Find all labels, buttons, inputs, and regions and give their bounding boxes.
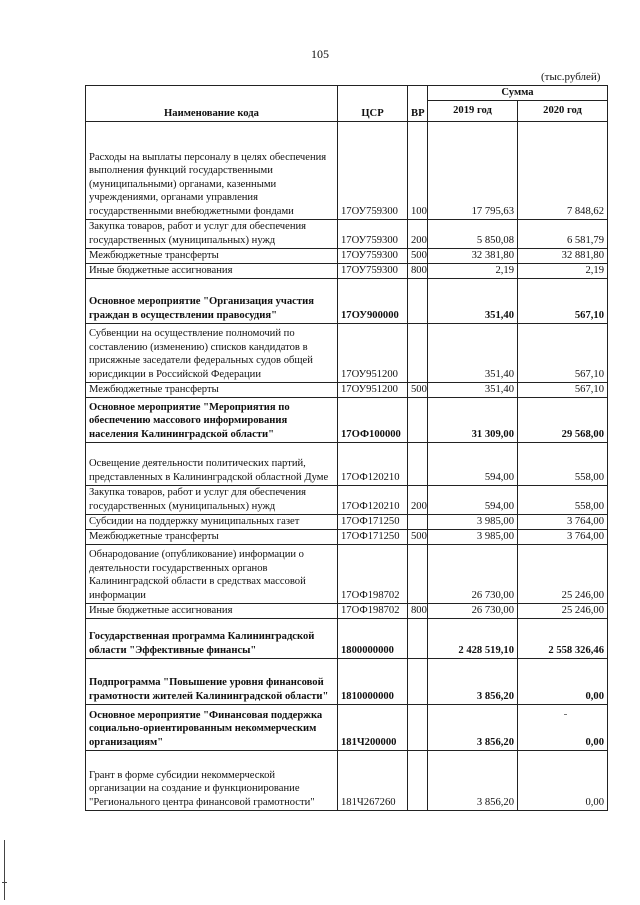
table-row [86,618,608,658]
row-vr: 500 [408,382,428,397]
row-sum-2020: 0,00 [518,704,608,750]
table-row [86,514,608,529]
row-sum-2019: 17 795,63 [428,121,518,219]
row-csr: 17ОФ171250 [338,529,408,544]
table-row [86,529,608,544]
stray-mark [564,714,567,715]
row-sum-2019: 351,40 [428,382,518,397]
row-vr: 100 [408,121,428,219]
row-sum-2020: 3 764,00 [518,514,608,529]
row-sum-2020: 32 881,80 [518,248,608,263]
row-sum-2020: 2 558 326,46 [518,618,608,658]
row-csr: 17ОФ100000 [338,397,408,442]
row-csr: 181Ч267260 [338,750,408,810]
row-sum-2020: 558,00 [518,442,608,485]
row-sum-2020: 29 568,00 [518,397,608,442]
row-vr: 800 [408,603,428,618]
row-name: Государственная программа Калининградской области "Эффективные финансы" [86,618,338,658]
row-sum-2019: 351,40 [428,278,518,323]
table-row [86,248,608,263]
row-name: Иные бюджетные ассигнования [86,603,338,618]
row-csr: 1800000000 [338,618,408,658]
row-csr: 17ОФ171250 [338,514,408,529]
row-sum-2019: 5 850,08 [428,219,518,248]
row-name: Грант в форме субсидии некоммерческой организации на создание и функционирование "Регионального центра финансовой грамотности" [86,750,338,810]
header-row-top [86,86,608,101]
table-row [86,263,608,278]
row-vr [408,278,428,323]
row-sum-2020: 0,00 [518,750,608,810]
row-name: Обнародование (опубликование) информации о деятельности государственных органов Калининградской области в средствах массовой информации [86,544,338,603]
row-sum-2019: 26 730,00 [428,544,518,603]
row-vr [408,704,428,750]
table-row [86,219,608,248]
row-sum-2020: 0,00 [518,658,608,704]
page-number: 105 [311,47,329,61]
row-csr: 181Ч200000 [338,704,408,750]
row-name: Межбюджетные трансферты [86,382,338,397]
row-name: Основное мероприятие "Мероприятия по обеспечению массового информирования населения Калининградской области" [86,397,338,442]
table-row [86,382,608,397]
row-vr [408,397,428,442]
row-vr: 800 [408,263,428,278]
row-sum-2019: 3 856,20 [428,750,518,810]
row-sum-2020: 2,19 [518,263,608,278]
row-sum-2020: 6 581,79 [518,219,608,248]
row-sum-2020: 25 246,00 [518,603,608,618]
row-vr: 500 [408,248,428,263]
table-row [86,603,608,618]
header-sum: Сумма [428,86,608,101]
row-sum-2020: 7 848,62 [518,121,608,219]
header-name: Наименование кода [86,86,338,122]
row-sum-2019: 3 856,20 [428,704,518,750]
row-sum-2019: 594,00 [428,485,518,514]
row-sum-2020: 567,10 [518,278,608,323]
row-sum-2019: 351,40 [428,323,518,382]
row-name: Освещение деятельности политических партий, представленных в Калининградской областной Думе [86,442,338,485]
row-csr: 17ОУ759300 [338,263,408,278]
row-name: Субсидии на поддержку муниципальных газет [86,514,338,529]
row-sum-2020: 567,10 [518,382,608,397]
row-csr: 17ОФ120210 [338,442,408,485]
row-vr [408,618,428,658]
row-name: Закупка товаров, работ и услуг для обеспечения государственных (муниципальных) нужд [86,219,338,248]
row-csr: 1810000000 [338,658,408,704]
row-name: Закупка товаров, работ и услуг для обеспечения государственных (муниципальных) нужд [86,485,338,514]
row-csr: 17ОФ198702 [338,544,408,603]
row-vr [408,750,428,810]
row-sum-2019: 31 309,00 [428,397,518,442]
table-row [86,544,608,603]
header-vr: ВР [408,86,428,122]
row-csr: 17ОУ951200 [338,323,408,382]
margin-line [4,840,5,900]
header-year-2020: 2020 год [518,100,608,121]
row-vr [408,514,428,529]
row-csr: 17ОФ120210 [338,485,408,514]
margin-tick [2,882,7,883]
row-sum-2020: 558,00 [518,485,608,514]
row-sum-2019: 2,19 [428,263,518,278]
row-name: Субвенции на осуществление полномочий по составлению (изменению) списков кандидатов в присяжные заседатели федеральных судов общей юрисдикции в Российской Федерации [86,323,338,382]
row-name: Иные бюджетные ассигнования [86,263,338,278]
row-name: Подпрограмма "Повышение уровня финансовой грамотности жителей Калининградской области" [86,658,338,704]
row-csr: 17ОУ900000 [338,278,408,323]
row-sum-2019: 26 730,00 [428,603,518,618]
units-label: (тыс.рублей) [541,71,601,83]
row-csr: 17ОФ198702 [338,603,408,618]
row-sum-2020: 567,10 [518,323,608,382]
table-row [86,397,608,442]
row-csr: 17ОУ759300 [338,248,408,263]
table-row [86,442,608,485]
row-name: Основное мероприятие "Организация участия граждан в осуществлении правосудия" [86,278,338,323]
row-sum-2019: 3 856,20 [428,658,518,704]
row-name: Межбюджетные трансферты [86,248,338,263]
row-sum-2019: 3 985,00 [428,529,518,544]
row-csr: 17ОУ759300 [338,121,408,219]
row-sum-2019: 2 428 519,10 [428,618,518,658]
table-row [86,278,608,323]
header-year-2019: 2019 год [428,100,518,121]
table-row [86,485,608,514]
row-vr [408,544,428,603]
table-row [86,323,608,382]
row-vr: 200 [408,219,428,248]
table-row [86,121,608,219]
table-row [86,658,608,704]
row-csr: 17ОУ951200 [338,382,408,397]
row-vr: 200 [408,485,428,514]
row-vr: 500 [408,529,428,544]
row-sum-2020: 25 246,00 [518,544,608,603]
row-csr: 17ОУ759300 [338,219,408,248]
row-vr [408,442,428,485]
table-row [86,704,608,750]
row-sum-2019: 594,00 [428,442,518,485]
budget-table [85,85,608,811]
header-csr: ЦСР [338,86,408,122]
row-vr [408,658,428,704]
row-name: Основное мероприятие "Финансовая поддержка социально-ориентированным некоммерческим организациям" [86,704,338,750]
row-sum-2020: 3 764,00 [518,529,608,544]
row-vr [408,323,428,382]
row-sum-2019: 32 381,80 [428,248,518,263]
row-sum-2019: 3 985,00 [428,514,518,529]
row-name: Межбюджетные трансферты [86,529,338,544]
table-body [86,121,608,810]
row-name: Расходы на выплаты персоналу в целях обеспечения выполнения функций государственными (муниципальными) органами, казенными учреждениями, органами управления государственными внебюджетными фондами [86,121,338,219]
table-row [86,750,608,810]
